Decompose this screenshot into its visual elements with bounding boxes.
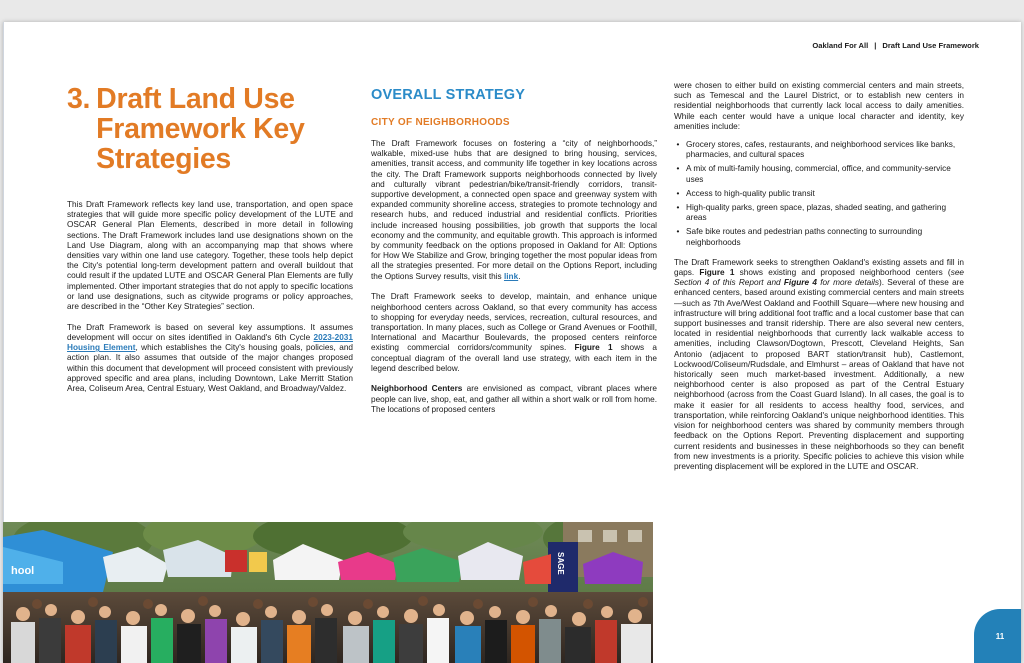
figure-1-reference: Figure 1 (699, 268, 735, 278)
neighborhood-centers-term: Neighborhood Centers (371, 384, 463, 394)
list-item: • Safe bike routes and pedestrian paths connecting to surrounding neighborhoods (686, 227, 964, 247)
vertical-banner-text: SAGE (556, 552, 565, 575)
neighborhood-centers-intro-paragraph (371, 292, 657, 374)
bullet-icon: • (676, 203, 680, 213)
chapter-title (67, 84, 357, 174)
chapter-title-text: Draft Land Use Framework Key Strategies (96, 83, 305, 175)
existing-assets-paragraph: The Draft Framework seeks to strengthen Oakland's existing assets and fill in gaps. Figure 1 shows existing and proposed neighborhood centers (see Section 4 of this Report and Figure 4 for more details). Several of these are enhanced centers, based around existing commercial centers and main streets—such as 7th Ave/West Oakland and Foothill Square—where new housing and infrastructure will bring additional foot traffic and a local customer base that can support businesses and transit ridership. There are also several new centers, located in residential neighborhoods that currently lack walkable access to amenities, including Clawson/Dogtown, Prescott, Cleveland Heights, San Antonio (adjacent to proposed BART station/transit hub), Castlemont, Lockwood/Coliseum/Rudsdale, and Elmhurst – areas of Oakland that have not historically seen much market-based investment. Additionally, a new neighborhood center is also proposed as part of the Central Estuary neighborhood (across from the Coast Guard Island). In all cases, the goal is to make it easier for all residents to access healthy food, services, and transportation, while reinforcing Oakland's unique neighborhood identities. This vision for neighborhood centers was shared by community members through feedback on the Options Report. Preventing displacement and supporting current residents and businesses in these neighborhoods so they can benefit from new investments is a priority. Specific policies to achieve this vision while preventing displacement will be explored in the LUTE and OSCAR. (674, 257, 965, 471)
chapter-number: 3. (67, 83, 91, 115)
figure-1-reference: Figure 1 (574, 343, 613, 353)
intro-paragraph: This Draft Framework reflects key land use, transportation, and open space strategies that will guide more specific policy development of the LUTE and OSCAR General Plan Elements, described in more detail in following sections. The Draft Framework includes land use designations shown on the Land Use Diagram, along with an accompanying map that shows where densities vary within one land use category. Together, these tools help depict the City's potential long-term development pattern and overall buildout that could result if the updated LUTE and OSCAR General Plan Elements are fully implemented. Other important strategies that do not apply to specific locations or land use designations, such as citywide programs or policy approaches, are described in the “Other Key Strategies” section. (67, 200, 353, 312)
festival-photo-illustration (3, 522, 653, 663)
page-number-tab (974, 609, 1021, 663)
bullet-icon: • (676, 164, 680, 174)
list-item: • A mix of multi-family housing, commercial, office, and community-service uses (686, 164, 964, 184)
left-column (67, 200, 353, 394)
list-item: • High-quality parks, green space, plazas, shaded seating, and gathering areas (686, 203, 964, 223)
page-number: 11 (995, 631, 1005, 641)
assumptions-text-end: , which establishes the City's housing goals, policies, and action plan. It also assumes that outside of the major changes proposed within this document that development will proceed consistent with previously approved specific and area plans, including Downtown, Lake Merritt Station Area, Coliseum Area, Central Estuary, West Oakland, and Broadway/Valdez. (67, 343, 353, 393)
options-report-link[interactable]: link (503, 271, 519, 281)
centers-intro-text: The Draft Framework seeks to develop, maintain, and enhance unique neighborhood centers across Oakland, so that every community has access to shopping for everyday needs, services, recreation, cultural resources, and transportation. In many places, such as College or Grand Avenues or Foothill, International and Macarthur Boulevards, the proposed centers reinforce existing commercial corridors/community spines. (371, 292, 657, 353)
tent-banner-text: hool (11, 565, 35, 577)
neighborhoods-text: The Draft Framework focuses on fostering a “city of neighborhoods,” walkable, mixed-use hubs that are designed to bring housing, services, amenities, transit access, and community life together in key locations across the city. The Draft Framework supports neighborhoods connected by lively and culturally vibrant pedestrian/bike/transit-friendly corridors, transit-supportive development, a connected open space and greenway system with expanded community shoreline access, strategies to promote technology and research hubs, and reduced industrial and residential conflicts. Priorities include increased housing possibilities, job growth that supports the local economy and the community, and equitable growth. This approach is informed by community feedback on the options proposed in Oakland for All: Options for How We Stabilize and Grow, bringing together the most popular ideas from all the strategies presented. For more detail on the Options Report, including the Options Survey results, visit this (371, 139, 657, 281)
city-of-neighborhoods-paragraph (371, 139, 657, 282)
centers-intro-text-end: shows a conceptual diagram of the overall land use strategy, with each item in the legend described below. (371, 343, 657, 373)
bullet-icon: • (676, 188, 680, 198)
right-column (674, 81, 964, 472)
neighborhood-centers-text: are envisioned as compact, vibrant places where people can live, shop, eat, and gather all within a short walk or roll from home. The locations of proposed centers (371, 384, 657, 414)
header-separator: | (874, 41, 877, 50)
city-of-neighborhoods-subheading: CITY OF NEIGHBORHOODS (371, 117, 510, 128)
publication-name: Oakland For All (812, 41, 869, 50)
key-amenities-list (674, 140, 964, 248)
assumptions-paragraph (67, 323, 353, 394)
section-name: Draft Land Use Framework (882, 41, 979, 50)
list-item: • Access to high-quality public transit (686, 189, 964, 199)
housing-element-link[interactable]: 2023-2031 Housing Element (67, 332, 353, 353)
bullet-icon: • (676, 227, 680, 237)
assumptions-text-start: The Draft Framework is based on several key assumptions. It assumes development will occur on sites identified in Oakland's 6th Cycle (67, 322, 353, 342)
festival-crowd-photo (3, 522, 653, 663)
overall-strategy-heading: OVERALL STRATEGY (371, 87, 526, 103)
figure-4-reference: Figure 4 (783, 278, 817, 288)
bullet-icon: • (676, 140, 680, 150)
middle-column (371, 87, 657, 415)
neighborhood-centers-paragraph (371, 384, 657, 415)
neighborhoods-text-end: . (518, 271, 521, 281)
centers-continued-paragraph: were chosen to either build on existing commercial centers and main streets, such as Temescal and the Laurel District, or to establish new centers in residential neighborhoods that currently lack local access to daily amenities. While each center would have a unique local character and identity, key amenities include: (674, 81, 964, 131)
report-page (3, 22, 1021, 663)
running-header (812, 41, 979, 50)
list-item: • Grocery stores, cafes, restaurants, and neighborhood services like banks, pharmacies, and cultural spaces (686, 140, 964, 160)
